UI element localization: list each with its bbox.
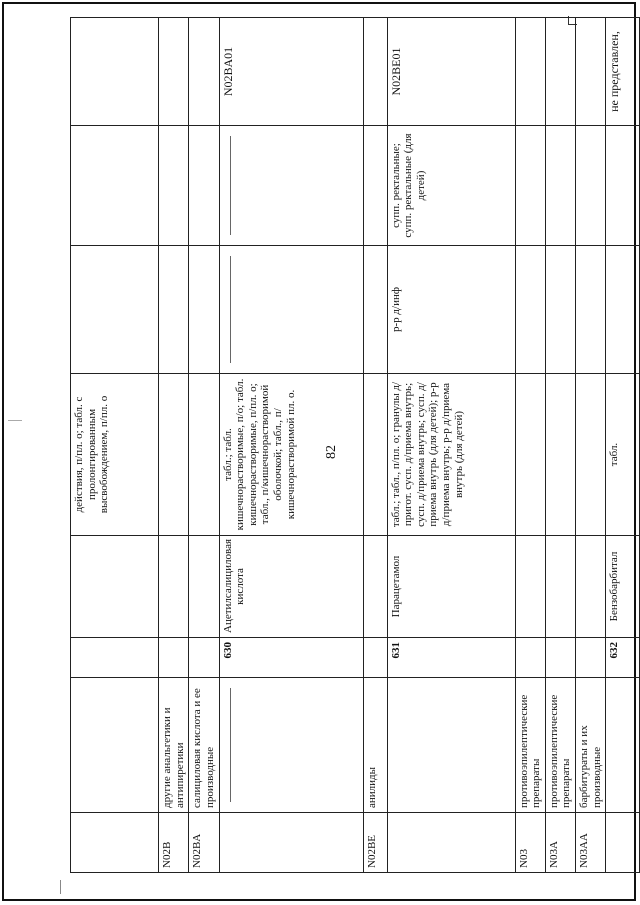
- alt-form-cell: [219, 126, 363, 246]
- atc-code-cell: [545, 18, 575, 126]
- table-row: [71, 18, 159, 873]
- number-cell: [576, 638, 606, 678]
- limited-form-cell: [545, 246, 575, 374]
- alt-form-cell: [363, 126, 387, 246]
- dash-line: [230, 256, 231, 363]
- dash-line: [230, 136, 231, 235]
- group-cell: противоэпилептические препараты: [545, 678, 575, 813]
- atc-code-cell: [159, 18, 189, 126]
- scan-mark: [8, 420, 22, 421]
- group-cell: [71, 678, 159, 813]
- code-cell: [606, 813, 640, 873]
- limited-form-cell: [159, 246, 189, 374]
- number-cell: [363, 638, 387, 678]
- dosage-form-cell: табл.: [606, 374, 640, 536]
- table-row: [576, 18, 606, 873]
- table-row: [189, 18, 219, 873]
- code-cell: N02BE: [363, 813, 387, 873]
- alt-form-cell: [576, 126, 606, 246]
- drug-name-cell: [159, 536, 189, 638]
- number-cell: [189, 638, 219, 678]
- code-cell: N03AA: [576, 813, 606, 873]
- table-row: [219, 18, 363, 873]
- alt-form-cell: [515, 126, 545, 246]
- drug-name-cell: Ацетилсалициловая кислота: [219, 536, 363, 638]
- code-cell: N03: [515, 813, 545, 873]
- atc-code-cell: [189, 18, 219, 126]
- table-row: [387, 18, 515, 873]
- drug-name-cell: [545, 536, 575, 638]
- group-cell: противоэпилептические препараты: [515, 678, 545, 813]
- limited-form-cell: р-р д/инф: [387, 246, 515, 374]
- alt-form-cell: [189, 126, 219, 246]
- atc-code-cell: N02BA01: [219, 18, 363, 126]
- code-cell: [71, 813, 159, 873]
- alt-form-cell: [71, 126, 159, 246]
- code-cell: N02B: [159, 813, 189, 873]
- atc-code-cell: [71, 18, 159, 126]
- number-cell: 630: [219, 638, 363, 678]
- number-cell: 632: [606, 638, 640, 678]
- limited-form-cell: [576, 246, 606, 374]
- alt-form-cell: [159, 126, 189, 246]
- code-cell: [219, 813, 363, 873]
- table-row: [515, 18, 545, 873]
- scan-mark: [60, 880, 61, 894]
- group-cell: [606, 678, 640, 813]
- dash-line: [230, 688, 231, 802]
- code-cell: N03A: [545, 813, 575, 873]
- atc-code-cell: N02BE01: [387, 18, 515, 126]
- group-cell: барбитураты и их производные: [576, 678, 606, 813]
- rotated-table-area: [70, 18, 622, 873]
- number-cell: [545, 638, 575, 678]
- limited-form-cell: [189, 246, 219, 374]
- table-row: [545, 18, 575, 873]
- dosage-form-cell: [515, 374, 545, 536]
- limited-form-cell: [515, 246, 545, 374]
- alt-form-cell: [545, 126, 575, 246]
- dosage-form-cell: [159, 374, 189, 536]
- drug-name-cell: [515, 536, 545, 638]
- limited-form-cell: [71, 246, 159, 374]
- code-cell: [387, 813, 515, 873]
- number-cell: [159, 638, 189, 678]
- dosage-form-cell: [545, 374, 575, 536]
- alt-form-cell: [606, 126, 640, 246]
- table-row: [159, 18, 189, 873]
- code-cell: N02BA: [189, 813, 219, 873]
- drug-name-cell: [363, 536, 387, 638]
- dosage-form-cell: [363, 374, 387, 536]
- atc-code-cell: [576, 18, 606, 126]
- drug-name-cell: [189, 536, 219, 638]
- drug-name-cell: Бензобарбитал: [606, 536, 640, 638]
- dosage-form-cell: действия, п/пл. о; табл. с пролонгированным высвобождением, п/пл. о: [71, 374, 159, 536]
- group-cell: другие анальгетики и антипиретики: [159, 678, 189, 813]
- number-cell: [71, 638, 159, 678]
- table-row: [363, 18, 387, 873]
- atc-code-cell: не представлен,: [606, 18, 640, 126]
- drug-name-cell: Парацетамол: [387, 536, 515, 638]
- dosage-form-cell: [576, 374, 606, 536]
- drug-name-cell: [576, 536, 606, 638]
- atc-code-cell: [515, 18, 545, 126]
- table-row: [606, 18, 640, 873]
- number-cell: 631: [387, 638, 515, 678]
- group-cell: [387, 678, 515, 813]
- group-cell: [219, 678, 363, 813]
- dosage-form-cell: [189, 374, 219, 536]
- group-cell: салициловая кислота и ее производные: [189, 678, 219, 813]
- atc-code-cell: [363, 18, 387, 126]
- dosage-form-cell: табл.; табл. кишечнорастворимые, п/о; табл. кишечнорастворимые, п/пл. о; табл., п/кишечнорастворимой оболочкой; табл., п/кишечнорастворимой пл. о.: [219, 374, 363, 536]
- dosage-form-cell: табл.; табл., п/пл. о; гранулы д/пригот. сусп. д/приема внутрь; сусп. д/приема внутрь; сусп. д/приема внутрь (для детей); р-р д/приема внутрь; р-р д/приема внутрь (для детей): [387, 374, 515, 536]
- limited-form-cell: [363, 246, 387, 374]
- group-cell: анилиды: [363, 678, 387, 813]
- drug-table: [70, 17, 640, 873]
- alt-form-cell: супп. ректальные; супп. ректальные (для детей): [387, 126, 515, 246]
- page-number: 82: [324, 445, 339, 459]
- limited-form-cell: [606, 246, 640, 374]
- drug-name-cell: [71, 536, 159, 638]
- limited-form-cell: [219, 246, 363, 374]
- number-cell: [515, 638, 545, 678]
